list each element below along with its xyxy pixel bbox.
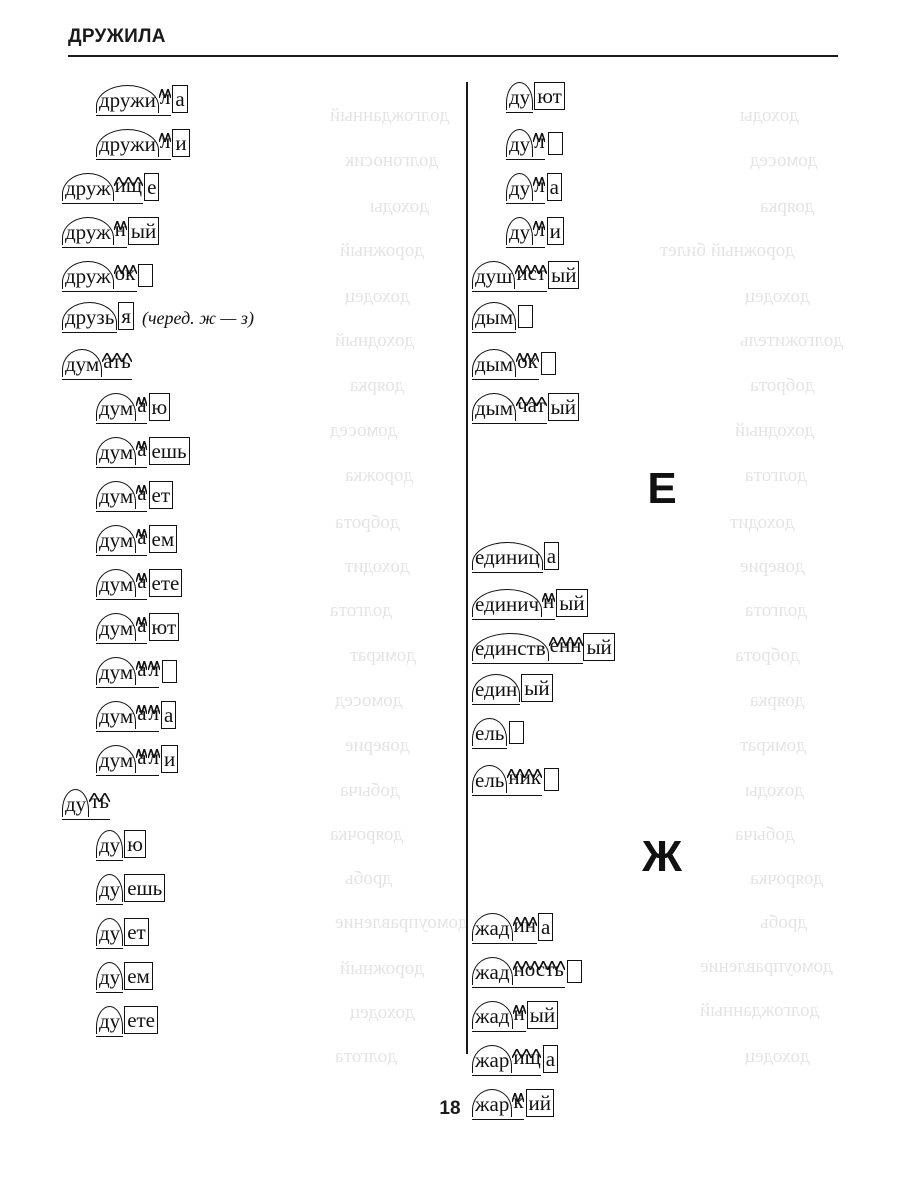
word-entry [62, 126, 442, 170]
word-entry [62, 654, 442, 698]
zero-ending-box [567, 960, 582, 983]
morpheme-word [96, 390, 170, 421]
morpheme-root: дум [96, 525, 136, 553]
morpheme-ending: ете [149, 569, 183, 597]
morpheme-root: ду [62, 789, 89, 817]
morpheme-suffix: ность [513, 954, 565, 985]
word-entry [472, 126, 852, 170]
morpheme-root: дум [96, 437, 136, 465]
morpheme-suffix: а [136, 566, 147, 597]
show-through-layer: долгожданный долгоносик доходы дорожный доходец доходный доярка домосед дорожка доброта доходит долгота домкрат домосед доверие добыча доярочка дробь домоуправление дорожный доходец долгота доходы домосед доярка дорожный билет доходец долгожитель доброта доходный долгота доходит доверие долгота доброта доярка домкрат доходы добыча доярочка дробь домоуправление долгожданный доходец [330, 105, 843, 1067]
morpheme-word [472, 346, 556, 377]
morpheme-ending: ий [526, 1089, 554, 1117]
morpheme-ending: ешь [149, 437, 190, 465]
morpheme-word [96, 434, 190, 465]
morpheme-ending: и [547, 217, 564, 245]
morpheme-root: дум [96, 745, 136, 773]
morpheme-suffix: л [533, 214, 545, 245]
word-entry [62, 566, 442, 610]
morpheme-word [506, 214, 564, 245]
morpheme-suffix: а [136, 742, 147, 773]
morpheme-ending: е [144, 173, 159, 201]
word-entry [62, 874, 442, 918]
stem-underline [62, 332, 117, 333]
morpheme-ending: ый [548, 261, 579, 289]
morpheme-suffix: ин [513, 910, 537, 941]
stem-underline [472, 1031, 526, 1032]
stem-underline [96, 555, 147, 556]
word-entry [472, 630, 852, 674]
morpheme-root: ду [96, 1006, 123, 1034]
morpheme-root: дум [96, 613, 136, 641]
morpheme-word [96, 830, 146, 858]
morpheme-root: друзь [62, 302, 117, 330]
morpheme-word [472, 954, 582, 985]
morpheme-word [96, 918, 149, 946]
stem-underline [62, 247, 127, 248]
stem-underline [506, 247, 545, 248]
morpheme-root: ду [96, 918, 123, 946]
morpheme-ending: ем [124, 962, 153, 990]
morpheme-suffix: к [512, 1086, 524, 1117]
morpheme-root: жад [472, 913, 513, 941]
morpheme-ending: ый [521, 674, 552, 702]
word-list-right-d [472, 82, 852, 434]
zero-ending-box [518, 305, 533, 328]
stem-underline [472, 987, 565, 988]
morpheme-ending: ет [149, 481, 174, 509]
word-entry [62, 214, 442, 258]
morpheme-ending: ый [548, 393, 579, 421]
stem-underline [62, 379, 132, 380]
morpheme-root: друж [62, 261, 114, 289]
morpheme-word [472, 258, 579, 289]
morpheme-suffix: н [114, 214, 127, 245]
stem-underline [472, 1075, 541, 1076]
word-entry [472, 170, 852, 214]
morpheme-word [472, 762, 559, 793]
morpheme-word [472, 910, 553, 941]
stem-underline [96, 948, 123, 949]
morpheme-word [96, 566, 182, 597]
stem-underline [472, 423, 547, 424]
morpheme-root: дым [472, 349, 516, 377]
morpheme-word [96, 126, 190, 157]
morpheme-suffix: л [533, 170, 545, 201]
word-entry [472, 214, 852, 258]
word-entry [62, 346, 442, 390]
word-entry [472, 302, 852, 346]
morpheme-word [62, 170, 159, 201]
word-entry [472, 586, 852, 630]
right-column [472, 82, 852, 1130]
word-entry [62, 1006, 442, 1050]
morpheme-root: дым [472, 302, 516, 330]
morpheme-suffix: л [148, 742, 160, 773]
zero-ending-box [544, 768, 559, 791]
word-entry [472, 998, 852, 1042]
stem-underline [472, 619, 555, 620]
morpheme-suffix: л [159, 126, 171, 157]
word-entry [472, 258, 852, 302]
word-entry [472, 674, 852, 718]
morpheme-root: единиц [472, 542, 543, 570]
suffix-caret-icon [159, 78, 171, 87]
entry-note: (черед. ж — з) [141, 308, 254, 328]
morpheme-word [96, 962, 153, 990]
morpheme-root: ду [506, 129, 533, 157]
word-entry [62, 610, 442, 654]
column-divider [466, 82, 468, 1054]
morpheme-root: друж [62, 217, 114, 245]
word-entry [62, 302, 442, 346]
morpheme-root: ду [506, 82, 533, 110]
morpheme-word [472, 674, 553, 702]
stem-underline [472, 332, 516, 333]
word-entry [472, 954, 852, 998]
morpheme-word [472, 998, 558, 1029]
morpheme-word [472, 542, 559, 570]
morpheme-suffix: а [136, 610, 147, 641]
page-number: 18 [439, 1098, 461, 1119]
word-entry [472, 718, 852, 762]
morpheme-word [472, 630, 615, 661]
morpheme-root: жар [472, 1045, 512, 1073]
morpheme-ending: ый [128, 217, 159, 245]
morpheme-suffix: а [136, 478, 147, 509]
stem-underline [96, 115, 171, 116]
zero-ending-box [509, 721, 524, 744]
morpheme-suffix: ист [515, 258, 547, 289]
word-entry [472, 542, 852, 586]
morpheme-ending: а [543, 1045, 558, 1073]
morpheme-ending: а [538, 913, 553, 941]
morpheme-ending: ый [527, 1001, 558, 1029]
morpheme-root: ду [96, 830, 123, 858]
morpheme-word [96, 522, 177, 553]
morpheme-suffix: чат [516, 390, 547, 421]
word-entry [62, 434, 442, 478]
morpheme-root: дум [96, 481, 136, 509]
morpheme-suffix: а [136, 654, 147, 685]
morpheme-root: дум [62, 349, 102, 377]
morpheme-word [96, 1006, 158, 1034]
morpheme-root: единств [472, 633, 549, 661]
morpheme-word [506, 170, 562, 201]
stem-underline [472, 379, 539, 380]
morpheme-suffix: ть [89, 786, 110, 817]
morpheme-ending: ый [556, 589, 587, 617]
morpheme-root: друж [62, 173, 114, 201]
zero-ending-box [541, 352, 556, 375]
morpheme-word [62, 258, 153, 289]
stem-underline [472, 795, 542, 796]
morpheme-suffix: енн [549, 630, 583, 661]
morpheme-root: ду [96, 874, 123, 902]
morpheme-root: дым [472, 393, 516, 421]
morpheme-root: дум [96, 569, 136, 597]
word-entry [472, 762, 852, 806]
stem-underline [472, 291, 547, 292]
word-entry [62, 918, 442, 962]
morpheme-ending: ю [149, 393, 171, 421]
morpheme-suffix: а [136, 390, 147, 421]
morpheme-word [96, 654, 177, 685]
morpheme-word [96, 742, 178, 773]
word-entry [62, 830, 442, 874]
word-entry [62, 522, 442, 566]
morpheme-ending: и [172, 129, 189, 157]
stem-underline [506, 112, 533, 113]
morpheme-root: жар [472, 1089, 512, 1117]
morpheme-root: душ [472, 261, 515, 289]
morpheme-suffix: а [136, 698, 147, 729]
morpheme-word [472, 302, 533, 330]
stem-underline [62, 819, 110, 820]
morpheme-root: дружи [96, 129, 159, 157]
morpheme-word [62, 346, 132, 377]
morpheme-root: ду [506, 217, 533, 245]
stem-underline [96, 423, 147, 424]
word-entry [62, 390, 442, 434]
stem-underline [96, 860, 123, 861]
morpheme-root: ель [472, 718, 507, 746]
morpheme-word [96, 610, 179, 641]
morpheme-ending: и [161, 745, 178, 773]
morpheme-ending: ю [124, 830, 146, 858]
morpheme-suffix: н [542, 586, 555, 617]
word-entry [472, 910, 852, 954]
stem-underline [506, 159, 545, 160]
page-header [68, 26, 838, 57]
morpheme-root: ду [96, 962, 123, 990]
stem-underline [472, 943, 537, 944]
morpheme-word [472, 1042, 558, 1073]
stem-underline [96, 467, 147, 468]
morpheme-root: единич [472, 589, 542, 617]
stem-underline [96, 687, 159, 688]
word-entry [62, 258, 442, 302]
morpheme-suffix: л [159, 82, 171, 113]
morpheme-suffix: а [136, 522, 147, 553]
morpheme-root: дум [96, 657, 136, 685]
morpheme-suffix: ищ [512, 1042, 541, 1073]
morpheme-suffix: л [148, 698, 160, 729]
stem-underline [62, 291, 137, 292]
left-column [62, 82, 442, 1050]
morpheme-ending: а [547, 173, 562, 201]
morpheme-word [62, 786, 110, 817]
morpheme-ending: ете [124, 1006, 158, 1034]
morpheme-root: един [472, 674, 520, 702]
stem-underline [96, 159, 171, 160]
word-list-right-e [472, 542, 852, 806]
morpheme-suffix: ок [114, 258, 137, 289]
word-entry [472, 346, 852, 390]
morpheme-word [506, 126, 563, 157]
morpheme-suffix: ать [102, 346, 132, 377]
morpheme-suffix: н [513, 998, 526, 1029]
word-entry [62, 170, 442, 214]
stem-underline [472, 748, 507, 749]
morpheme-suffix: ник [507, 762, 542, 793]
morpheme-ending: ет [124, 918, 149, 946]
word-entry [472, 1042, 852, 1086]
morpheme-suffix: л [148, 654, 160, 685]
section-letter-zh: Ж [642, 832, 682, 881]
morpheme-suffix: ищ [114, 170, 143, 201]
morpheme-root: жад [472, 957, 513, 985]
morpheme-suffix: ок [516, 346, 539, 377]
morpheme-root: ду [506, 173, 533, 201]
zero-ending-box [162, 660, 177, 683]
stem-underline [506, 203, 545, 204]
morpheme-ending: а [161, 701, 176, 729]
morpheme-word [96, 874, 165, 902]
word-entry [62, 962, 442, 1006]
word-entry [472, 82, 852, 126]
morpheme-root: жад [472, 1001, 513, 1029]
stem-underline [96, 904, 123, 905]
morpheme-suffix: а [136, 434, 147, 465]
stem-underline [472, 663, 583, 664]
stem-underline [96, 1036, 123, 1037]
morpheme-root: ель [472, 765, 507, 793]
morpheme-word [472, 718, 524, 746]
word-entry [62, 82, 442, 126]
word-list-right-zh [472, 910, 852, 1130]
morpheme-ending: а [544, 542, 559, 570]
section-letter-e: Е [647, 464, 677, 513]
word-entry [62, 698, 442, 742]
stem-underline [96, 992, 123, 993]
header-divider [68, 55, 838, 57]
morpheme-ending: я [118, 302, 134, 330]
zero-ending-box [548, 132, 563, 155]
stem-underline [472, 572, 543, 573]
morpheme-root: дум [96, 701, 136, 729]
word-entry [62, 786, 442, 830]
morpheme-word [96, 478, 173, 509]
stem-underline [472, 704, 520, 705]
page-title: ДРУЖИЛА [68, 26, 166, 47]
morpheme-ending: ют [534, 82, 565, 110]
morpheme-word [472, 586, 588, 617]
word-entry [62, 742, 442, 786]
morpheme-suffix: л [533, 126, 545, 157]
suffix-caret-icon [513, 906, 537, 915]
word-entry [472, 390, 852, 434]
stem-underline [96, 643, 147, 644]
morpheme-root: дружи [96, 85, 159, 113]
morpheme-ending: а [172, 85, 187, 113]
morpheme-word [62, 214, 159, 245]
morpheme-word [472, 390, 579, 421]
stem-underline [96, 775, 159, 776]
stem-underline [96, 731, 159, 732]
stem-underline [96, 599, 147, 600]
morpheme-ending: ый [583, 633, 614, 661]
stem-underline [96, 511, 147, 512]
morpheme-word [96, 82, 188, 113]
zero-ending-box [138, 264, 153, 287]
morpheme-root: дум [96, 393, 136, 421]
morpheme-ending: ем [149, 525, 178, 553]
morpheme-ending: ешь [124, 874, 165, 902]
stem-underline [62, 203, 143, 204]
morpheme-ending: ют [149, 613, 180, 641]
morpheme-word [96, 698, 176, 729]
morpheme-word [506, 82, 565, 110]
word-entry [62, 478, 442, 522]
word-list-left [62, 82, 442, 1050]
morpheme-word [62, 302, 134, 330]
